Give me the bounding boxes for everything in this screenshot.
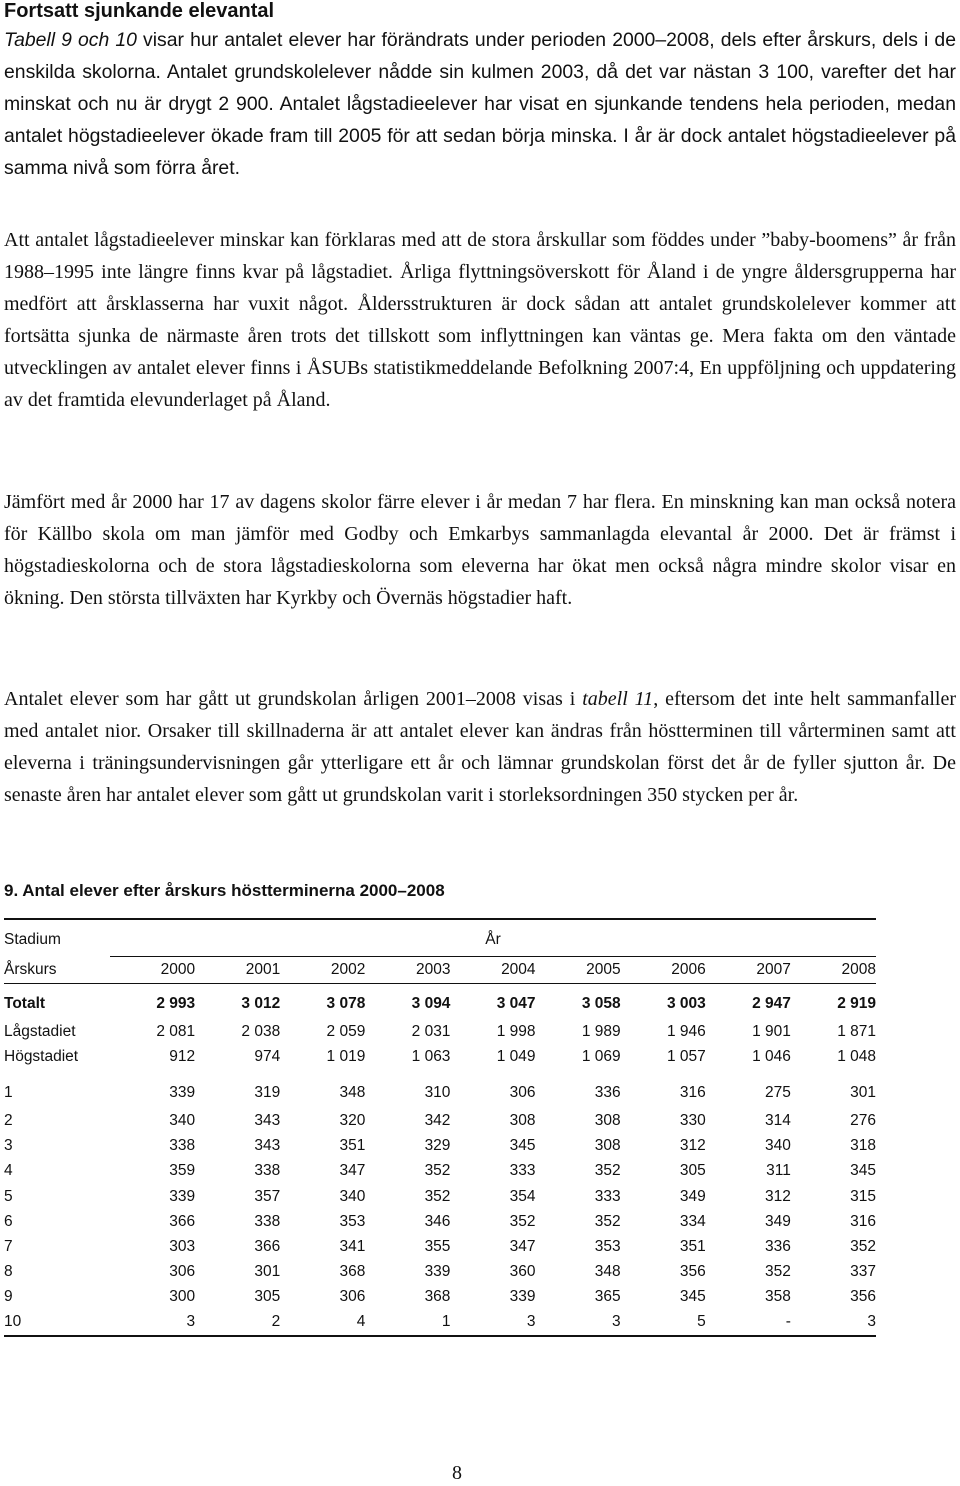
table-row <box>4 1234 876 1259</box>
table-cell: 336 <box>594 1084 621 1102</box>
table-cell: 300 <box>169 1288 196 1306</box>
table-cell: 359 <box>169 1162 196 1180</box>
table-cell: 1 048 <box>837 1047 876 1065</box>
table-cell: 276 <box>850 1111 876 1129</box>
paragraph-1-text-b: Antalet lågstadieelever har visat en sjunkande tendens hela perioden, medan antalet högstadieelever ökade fram till 2005 för att sedan börja minska. I år är dock antalet högstadieelever på samma nivå som förra året. <box>4 93 957 179</box>
table-cell: 368 <box>339 1263 366 1281</box>
table-cell: 355 <box>424 1237 451 1255</box>
table-cell: 366 <box>169 1212 196 1230</box>
table-cell: 319 <box>254 1084 281 1102</box>
table-cell: 306 <box>509 1084 536 1102</box>
table-cell: 340 <box>339 1187 366 1205</box>
table-cell: 2 081 <box>156 1022 196 1040</box>
table-cell: 333 <box>509 1162 536 1180</box>
section-heading: Fortsatt sjunkande elevantal <box>4 0 275 22</box>
table-cell: 340 <box>169 1111 196 1129</box>
table-cell: 339 <box>169 1187 196 1205</box>
table-title: 9. Antal elever efter årskurs höstterminerna 2000–2008 <box>4 881 445 900</box>
table-cell: 353 <box>594 1237 621 1255</box>
year-header: 2002 <box>280 957 365 984</box>
table-cell: 275 <box>765 1084 791 1102</box>
table-cell: 2 038 <box>241 1022 281 1040</box>
table-cell: 3 012 <box>241 994 281 1012</box>
table-cell: 2 031 <box>411 1022 451 1040</box>
year-header: 2004 <box>450 957 535 984</box>
table-cell: 311 <box>766 1162 791 1180</box>
table-cell: 310 <box>424 1084 451 1102</box>
stadium-header: Stadium <box>4 919 110 957</box>
table-row <box>4 1184 876 1209</box>
table-cell: 2 993 <box>156 994 196 1012</box>
table-cell: 316 <box>850 1212 876 1230</box>
table-cell: 348 <box>594 1263 621 1281</box>
table-cell: 305 <box>679 1162 706 1180</box>
table-cell: 338 <box>254 1162 281 1180</box>
year-header: 2000 <box>110 957 195 984</box>
table-cell: 345 <box>850 1162 876 1180</box>
table-row <box>4 1069 876 1108</box>
paragraph-2: Att antalet lågstadieelever minskar kan förklaras med att de stora årskullar som föddes under ”baby-boomens” år från 1988–1995 inte längre finns kvar på lågstadiet. Årliga flyttningsöverskott för Åland i de yngre åldersgrupperna har medfört att årsklasserna har vuxit något. Åldersstrukturen är dock sådan att antalet grundskolelever kommer att fortsätta sjunka de närmaste åren trots det tillskott som inflyttningen kan väntas ge. Mera fakta om den väntade utvecklingen av antalet elever finns i ÅSUBs statistikmeddelande Befolkning 2007:4, En uppföljning och uppdatering av det framtida elevunderlaget på Åland. <box>4 229 956 411</box>
table-cell: 1 989 <box>581 1022 621 1040</box>
table-cell: 308 <box>594 1137 621 1155</box>
table-cell: 306 <box>339 1288 366 1306</box>
table-cell: 366 <box>254 1237 281 1255</box>
table-cell: 5 <box>621 1310 706 1336</box>
table-cell: 351 <box>339 1137 366 1155</box>
table-cell: 312 <box>679 1137 706 1155</box>
paragraph-4-text-b: , eftersom det inte helt sammanfaller med antalet nior. Orsaker till skillnaderna är att antalet elever kan ändras från höstterminen till vårterminen samt att eleverna i träningsundervisningen går ytterligare ett år och lämnar grundskolan först det år de fyller sjutton år. De senaste åren har antalet elever som gått ut grundskolan varit i storleksordningen 350 stycken per år. <box>4 688 956 806</box>
table-cell: 2 <box>195 1310 280 1336</box>
year-header: 2005 <box>536 957 621 984</box>
page-number: 8 <box>452 1462 462 1484</box>
row-label: Lågstadiet <box>4 1022 76 1040</box>
table-row <box>4 1044 876 1069</box>
table-cell: 345 <box>679 1288 706 1306</box>
table-cell: - <box>706 1310 791 1336</box>
table-cell: 2 947 <box>752 994 791 1012</box>
table-cell: 352 <box>424 1187 451 1205</box>
table-cell: 1 019 <box>326 1047 366 1065</box>
table-cell: 334 <box>679 1212 706 1230</box>
table-cell: 301 <box>850 1084 876 1102</box>
table-cell: 3 058 <box>581 994 621 1012</box>
table-row <box>4 1310 876 1336</box>
table-cell: 2 919 <box>837 994 876 1012</box>
year-header: 2001 <box>195 957 280 984</box>
arskurs-header: Årskurs <box>4 957 110 984</box>
table-cell: 3 <box>791 1310 876 1336</box>
table-cell: 343 <box>254 1137 281 1155</box>
row-label: 6 <box>4 1212 13 1230</box>
table-cell: 356 <box>850 1288 876 1306</box>
table-cell: 338 <box>169 1137 196 1155</box>
table-cell: 1 998 <box>496 1022 536 1040</box>
table-cell: 1 049 <box>496 1047 536 1065</box>
table-cell: 353 <box>339 1212 366 1230</box>
table-cell: 356 <box>679 1263 706 1281</box>
table-cell: 314 <box>765 1111 791 1129</box>
paragraph-4-table-ref: tabell 11 <box>582 688 654 710</box>
table-cell: 345 <box>509 1137 536 1155</box>
table-cell: 347 <box>339 1162 366 1180</box>
row-label: 8 <box>4 1263 13 1281</box>
row-label: Högstadiet <box>4 1047 79 1065</box>
table-cell: 352 <box>765 1263 791 1281</box>
table-cell: 352 <box>594 1212 621 1230</box>
table-cell: 316 <box>679 1084 706 1102</box>
table-cell: 342 <box>424 1111 451 1129</box>
table-cell: 339 <box>509 1288 536 1306</box>
table-cell: 3 094 <box>411 994 451 1012</box>
table-cell: 315 <box>850 1187 876 1205</box>
table-cell: 330 <box>679 1111 706 1129</box>
ar-header: År <box>110 919 876 957</box>
table-cell: 301 <box>254 1263 281 1281</box>
table-cell: 1 946 <box>666 1022 706 1040</box>
table-cell: 339 <box>424 1263 451 1281</box>
table-cell: 3 078 <box>326 994 366 1012</box>
table-cell: 1 063 <box>411 1047 451 1065</box>
table-cell: 341 <box>339 1237 366 1255</box>
row-label: 4 <box>4 1162 13 1180</box>
table-cell: 308 <box>594 1111 621 1129</box>
table-cell: 351 <box>679 1237 706 1255</box>
row-label: 1 <box>4 1084 13 1102</box>
table-row <box>4 1159 876 1184</box>
year-header: 2008 <box>791 957 876 984</box>
table-cell: 308 <box>509 1111 536 1129</box>
row-label: 7 <box>4 1237 13 1255</box>
table-cell: 368 <box>424 1288 451 1306</box>
table-header-row-stadium <box>4 919 876 957</box>
table-cell: 337 <box>850 1263 876 1281</box>
row-label: 10 <box>4 1310 110 1336</box>
table-cell: 352 <box>509 1212 536 1230</box>
table-cell: 333 <box>594 1187 621 1205</box>
row-label: 2 <box>4 1111 13 1129</box>
table-cell: 320 <box>339 1111 366 1129</box>
table-cell: 352 <box>424 1162 451 1180</box>
paragraph-4-text-a: Antalet elever som har gått ut grundskolan årligen 2001–2008 visas i <box>4 688 583 710</box>
table-cell: 336 <box>765 1237 791 1255</box>
paragraph-1 <box>4 24 956 184</box>
table-cell: 306 <box>169 1263 196 1281</box>
table-cell: 329 <box>424 1137 451 1155</box>
table-cell: 1 871 <box>837 1022 876 1040</box>
paragraph-1-text-a: visar hur antalet elever har förändrats under perioden 2000–2008, dels efter årskurs, dels i de enskilda skolorna. Antalet grundskolelever nådde sin kulmen 2003, då det var nästan 3 100, varefter det har minskat och nu är drygt 2 900. <box>4 29 956 115</box>
table-row <box>4 1209 876 1234</box>
table-cell: 1 057 <box>666 1047 706 1065</box>
table-cell: 1 069 <box>581 1047 621 1065</box>
table-cell: 346 <box>424 1212 451 1230</box>
table-row <box>4 1019 876 1044</box>
table-cell: 354 <box>509 1187 536 1205</box>
table-cell: 349 <box>765 1212 791 1230</box>
table-cell: 339 <box>169 1084 196 1102</box>
table-cell: 303 <box>169 1237 196 1255</box>
row-label: 5 <box>4 1187 13 1205</box>
table-cell: 318 <box>850 1137 876 1155</box>
table-cell: 912 <box>169 1047 196 1065</box>
table-row <box>4 1260 876 1285</box>
table-cell: 365 <box>594 1288 621 1306</box>
table-cell: 312 <box>765 1187 791 1205</box>
paragraph-1-table-ref: Tabell 9 och 10 <box>4 29 137 51</box>
table-cell: 3 047 <box>496 994 536 1012</box>
table-cell: 347 <box>509 1237 536 1255</box>
table-header-row-years <box>4 957 876 984</box>
row-label: 9 <box>4 1288 13 1306</box>
table-cell: 3 003 <box>666 994 706 1012</box>
table-row <box>4 1108 876 1133</box>
table-cell: 348 <box>339 1084 366 1102</box>
table-row <box>4 1285 876 1310</box>
table-cell: 2 059 <box>326 1022 366 1040</box>
row-label: 3 <box>4 1137 13 1155</box>
table-cell: 343 <box>254 1111 281 1129</box>
table-cell: 360 <box>509 1263 536 1281</box>
table-cell: 352 <box>594 1162 621 1180</box>
table-cell: 358 <box>765 1288 791 1306</box>
table-row <box>4 1134 876 1159</box>
year-header: 2003 <box>365 957 450 984</box>
table-cell: 1 046 <box>752 1047 791 1065</box>
table-cell: 340 <box>765 1137 791 1155</box>
year-header: 2006 <box>621 957 706 984</box>
table-cell: 1 <box>365 1310 450 1336</box>
table-cell: 3 <box>536 1310 621 1336</box>
table-cell: 338 <box>254 1212 281 1230</box>
table-cell: 1 901 <box>752 1022 791 1040</box>
table-cell: 3 <box>110 1310 195 1336</box>
table-cell: 305 <box>254 1288 281 1306</box>
table-cell: 4 <box>280 1310 365 1336</box>
table-row <box>4 984 876 1020</box>
students-per-grade-table <box>4 918 876 1337</box>
table-cell: 974 <box>254 1047 281 1065</box>
table-cell: 357 <box>254 1187 281 1205</box>
table-cell: 352 <box>850 1237 876 1255</box>
table-cell: 349 <box>679 1187 706 1205</box>
paragraph-4 <box>4 683 956 811</box>
paragraph-3: Jämfört med år 2000 har 17 av dagens skolor färre elever i år medan 7 har flera. En minskning kan man också notera för Källbo skola om man jämför med Godby och Emkarbys sammanlagda elevantal år 2000. Det är främst i högstadieskolorna och de stora lågstadieskolorna som eleverna har ökat men också några mindre skolor visar en ökning. Den största tillväxten har Kyrkby och Övernäs högstadier haft. <box>4 491 956 609</box>
year-header: 2007 <box>706 957 791 984</box>
row-label: Totalt <box>4 994 46 1012</box>
table-cell: 3 <box>450 1310 535 1336</box>
